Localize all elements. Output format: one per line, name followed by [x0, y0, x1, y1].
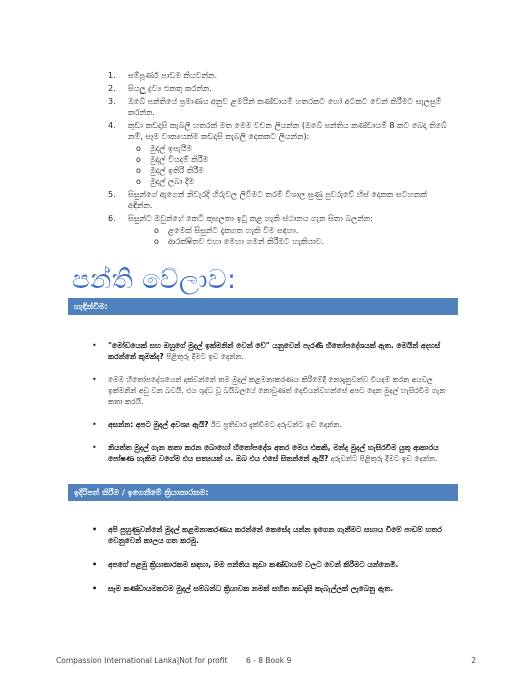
bullet-icon: •: [92, 584, 98, 593]
introduction-bar: හැඳින්වීම:: [68, 298, 458, 315]
list-item: [92, 583, 452, 594]
sublist-text: මුදල් ඉතිරි කිරීම: [150, 166, 204, 175]
preparation-steps: [108, 70, 448, 249]
step-number: 5.: [108, 190, 116, 199]
plain-text: ඊට ප්‍රතිචාර දැක්වීමට දරුවන්ට ඉඩ දෙන්න.: [208, 420, 342, 429]
step-number: 6.: [108, 214, 116, 223]
step-text: සිසුන්ට ඔවුන්ගේ කෙටි කුසලතා ඉටු කළ හැකි ස්ථානය ගැන සිතා බලන්න:: [128, 214, 373, 223]
bullet-icon: •: [92, 420, 97, 429]
sublist-item: [128, 236, 448, 247]
step-number: 2.: [108, 84, 116, 93]
bold-text: නියත්ත මුදල් ගැන කතා කරන බොහෝ හිතෝපදේශ අතර මෙය එකකි, මන්ද මුදල් හැසිරවීම යුතු ආකාරය පෝෂණ හැකිම වගේම එය සත්‍යයක් ය. ඔබ එය එසේ සිතන්නේ ඇයි?: [108, 443, 439, 463]
list-item: [92, 442, 452, 464]
bullet-icon: •: [92, 560, 98, 569]
activity-list: [92, 524, 452, 607]
presentation-activity-bar: ඉදිරිපත් කිරීම / ඉගෙනීමේ ක්‍රියාකාරකම:: [68, 484, 458, 501]
bold-text: අසන්න: අපට මුදල් අවශ්‍ය ඇයි?: [108, 420, 209, 429]
bullet-icon: •: [92, 443, 97, 452]
circle-bullet-icon: o: [136, 155, 141, 164]
circle-bullet-icon: o: [136, 166, 141, 175]
footer-book: 6 - 8 Book 9: [246, 656, 292, 665]
page-number: 2: [471, 656, 476, 665]
step-text: සම්පූර්ණ පාඩම කියවන්න.: [128, 71, 218, 80]
section-heading: පන්ති වේලාව:: [72, 265, 237, 295]
sublist-item: [128, 176, 448, 187]
sublist-text: මුදල් ඉපැයීම: [150, 144, 193, 153]
sublist-item: [128, 225, 448, 236]
sublist-text: මුදල් ලබා දීම: [150, 177, 195, 186]
circle-bullet-icon: o: [136, 144, 141, 153]
step-text: සිසුන්ගේ ඇගෙන් නිවැරදි හිරුවල ලිවීමට තරම් විශාල ඝුණු පුවරුවේ හිස් දෙකක සටහනක් අඳින්න.: [128, 190, 427, 210]
footer-organization: Compassion International Lanka|Not for profit: [56, 656, 228, 665]
bullet-icon: •: [92, 341, 97, 350]
step-item: [108, 70, 448, 81]
step-item: [108, 189, 448, 211]
item-text: අපගේ පළමු ක්‍රියාකාරකම සඳහා, මම පන්තිය කුඩා කණ්ඩායම් වලට වෙන් කිරීමට යන්නෙමි.: [108, 560, 399, 569]
step-number: 4.: [108, 121, 116, 130]
step-sublist: [128, 225, 448, 247]
step-text: ඔබේ පන්තියේ ප්‍රමාණය අනුව ළමයින් කණ්ඩායම් හතරකට හෝ අටකට වෙන් කිරීමට සැලසුම් කරන්න.: [128, 97, 442, 117]
step-number: 3.: [108, 97, 116, 106]
sublist-text: ආරක්ෂිතව එහා මෙහා ගමන් කිරීමට හැකියාව.: [168, 237, 325, 246]
plain-text: පිළිතුරු දීමට ඉඩ දෙන්න.: [163, 352, 244, 361]
plain-text: මෙම හිතෝපදේශයෙන් දක්වන්නේ තම මුදල් කළමනාකරණය කිරීමේදී නොදැනුවත්ව වියදම් කරන අයවල ඉක්මනින් අඩු වන බවයි. එය ශුද්ධ වූ බයිබලයේ නොවුණත් දෙවියන්වහන්සේ අපට දෙන මුදල් හැසිරවීම ගැන කතා කරයි.: [108, 375, 446, 406]
sublist-text: මුදල් වියදම් කිරීම: [150, 155, 209, 164]
list-item: [92, 419, 452, 430]
step-sublist: [128, 143, 448, 187]
list-item: [92, 340, 452, 362]
bullet-icon: •: [92, 375, 97, 384]
introduction-list: [92, 340, 452, 476]
circle-bullet-icon: o: [136, 177, 141, 186]
step-text: කුඩා කඩදාසි කැබලි හතරක් මත මෙම වචන ලියන්න (ඔබේ පන්තිය කණ්ඩායම් 8 කට බෙදා තිබේ නම්, සෑම වාක්‍යයක්ම කඩදාසි කැබලි දෙකකට ලියන්න):: [128, 121, 447, 141]
step-text: සියලු ද්‍රව්‍ය එකතු කරන්න.: [128, 84, 212, 93]
list-item: [92, 524, 452, 546]
circle-bullet-icon: o: [154, 226, 159, 235]
bold-text: "මෝඩයෙක් සහ ඔහුගේ මුදල් ඉක්මනින් වෙන් වේ" යනුවෙන් පැරණි හිතෝපදේශයක් ඇත. මෙයින් අදහස් කරන්නේ කුමක්ද?: [108, 341, 441, 361]
sublist-item: [128, 165, 448, 176]
sublist-item: [128, 154, 448, 165]
step-item: [108, 83, 448, 94]
step-number: 1.: [108, 71, 116, 80]
circle-bullet-icon: o: [154, 237, 159, 246]
step-item: [108, 96, 448, 118]
sublist-item: [128, 143, 448, 154]
plain-text: දරුවන්ට පිළිතුරු දීමට ඉඩ දෙන්න.: [328, 454, 438, 463]
sublist-text: ළමෙක් සිසුන්ට දැකගත හැකි විම සඳහා.: [168, 226, 299, 235]
item-text: සෑම කණ්ඩායමකටම මුදල් සම්බන්ධ ක්‍රියාවක නමක් සහිත කඩදාසි කැබැල්ලක් ලැබෙනු ඇත.: [108, 584, 394, 593]
item-text: අපි පුහුණුවන්නේ මුදල් කළමනාකරණය කරන්නේ කෙසේද යන්න ඉගෙන ගැනීමට සහාය වීමේ පාඩම් හතර වෙනුවෙන් කාලය ගත කරමු.: [108, 525, 442, 545]
step-item: [108, 120, 448, 187]
list-item: [92, 374, 452, 407]
step-item: [108, 213, 448, 247]
list-item: [92, 559, 452, 570]
bullet-icon: •: [92, 525, 98, 534]
